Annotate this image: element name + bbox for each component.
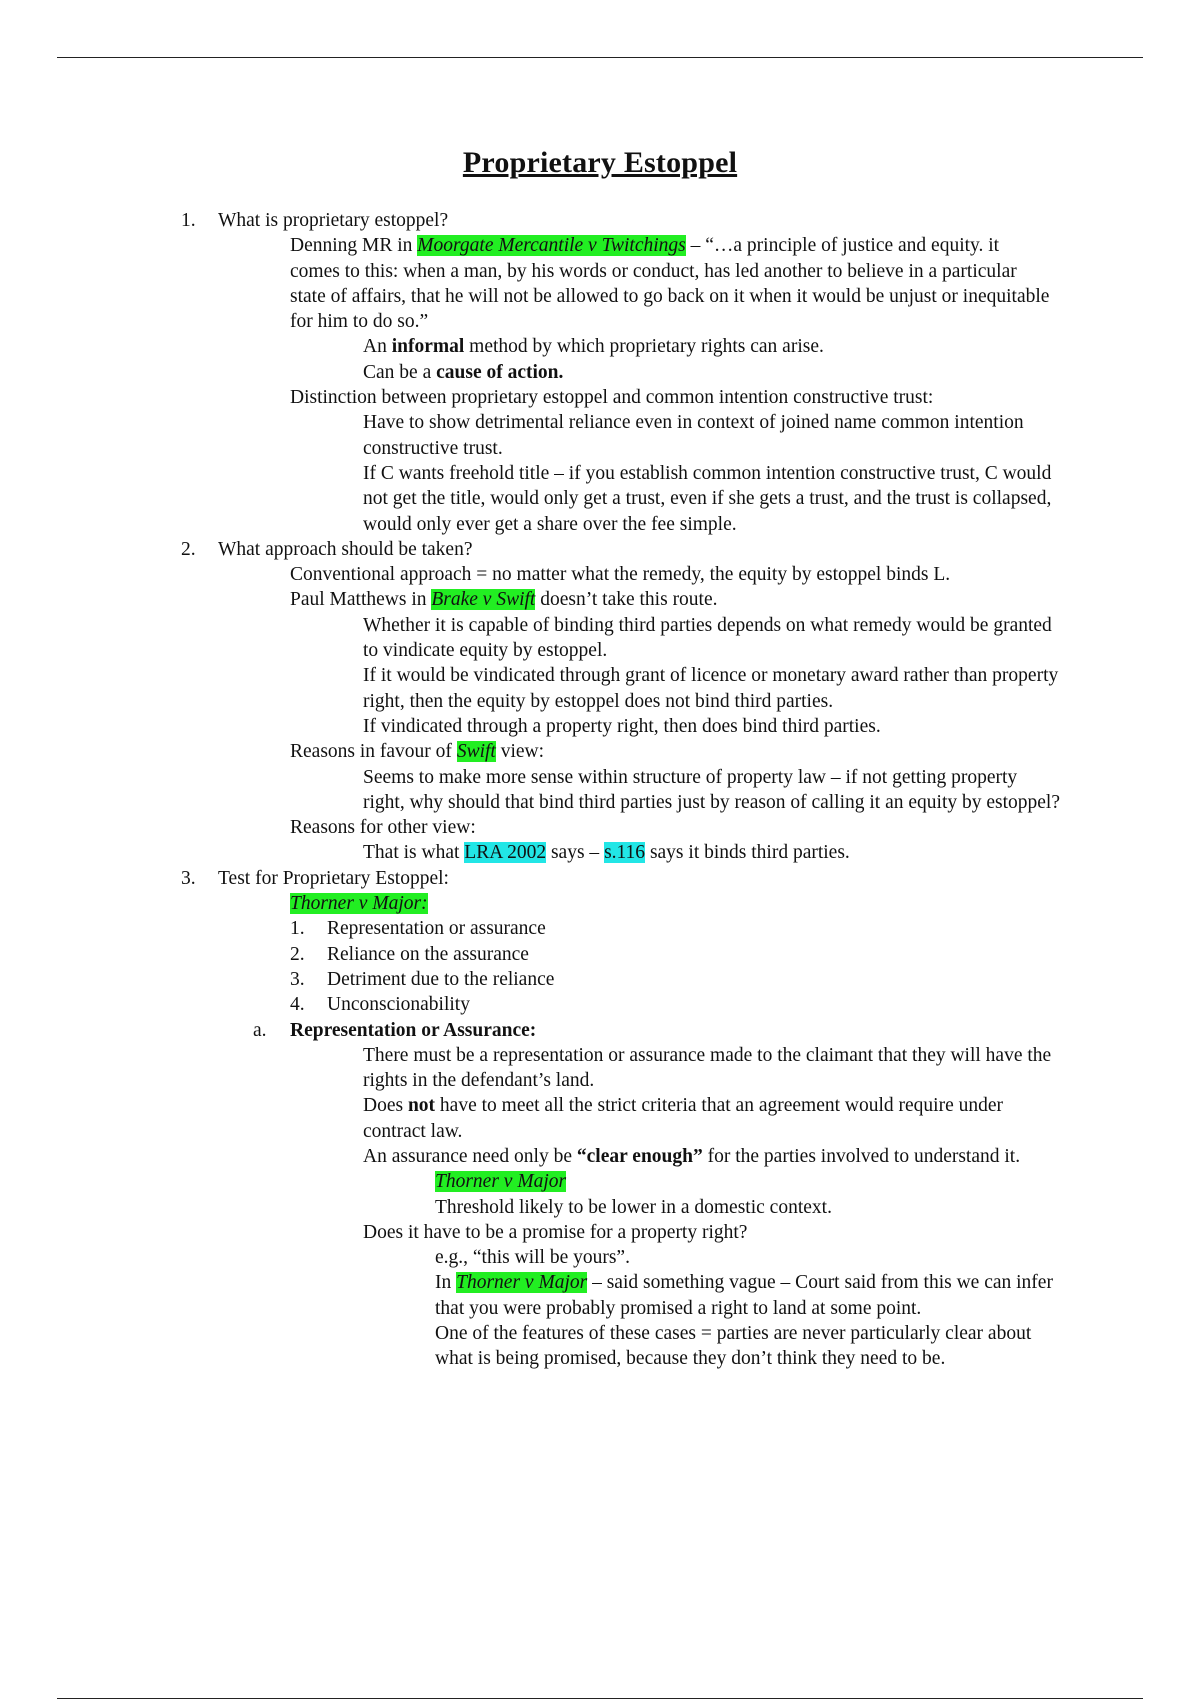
in-thorner-point: In Thorner v Major – said something vague – Court said from this we can infer that you were probably promised a right to land at some point. — [435, 1272, 1053, 1319]
conventional-point: Conventional approach = no matter what the remedy, the equity by estoppel binds L. — [290, 564, 951, 586]
distinction-point: Distinction between proprietary estoppel and common intention constructive trust: — [290, 387, 934, 409]
threshold-point: Threshold likely to be lower in a domestic context. — [435, 1196, 832, 1218]
denning-quote: Denning MR in Moorgate Mercantile v Twitchings – “…a principle of justice and equity. it comes to this: when a man, by his words or conduct, has led another to believe in a particular state of affairs, that he will not be allowed to go back on it when it would be unjust or inequitable for him to do so.” — [290, 235, 1050, 333]
section-3-heading: 3. Test for Proprietary Estoppel: — [0, 866, 1200, 891]
subsection-a-heading: a. Representation or Assurance: — [253, 1019, 537, 1041]
page-title: Proprietary Estoppel — [462, 146, 738, 179]
section-number: 1. — [181, 210, 196, 231]
seems-point: Seems to make more sense within structure of property law – if not getting property right, why should that bind third parties just by reason of calling it an equity by estoppel? — [363, 766, 1061, 813]
list-item: 3. Detriment due to the reliance — [290, 968, 555, 990]
section-1-heading: 1. What is proprietary estoppel? — [0, 208, 1200, 233]
other-view-point: Reasons for other view: — [290, 817, 476, 839]
licence-point: If it would be vindicated through grant of licence or monetary award rather than property right, then the equity by estoppel does not bind third parties. — [363, 665, 1059, 712]
example-point: e.g., “this will be yours”. — [435, 1247, 630, 1269]
promise-question: Does it have to be a promise for a property right? — [363, 1221, 748, 1243]
case-highlight: Swift — [456, 741, 496, 763]
freehold-point: If C wants freehold title – if you establish common intention constructive trust, C would not get the title, would only get a trust, even if she gets a trust, and the trust is collapsed, would only ever get a share over the fee simple. — [363, 462, 1052, 535]
detrimental-point: Have to show detrimental reliance even in context of joined name common intention constructive trust. — [363, 412, 1024, 459]
informal-point: An informal method by which proprietary rights can arise. — [363, 336, 824, 358]
case-highlight: Moorgate Mercantile v Twitchings — [417, 235, 686, 257]
case-highlight: Thorner v Major — [435, 1171, 567, 1193]
property-point: If vindicated through a property right, then does bind third parties. — [363, 715, 881, 737]
document-body — [0, 208, 1200, 1372]
case-highlight: Thorner v Major — [456, 1272, 588, 1294]
cause-point: Can be a cause of action. — [363, 361, 564, 383]
header-rule — [57, 57, 1143, 58]
must-point: There must be a representation or assurance made to the claimant that they will have the rights in the defendant’s land. — [363, 1044, 1052, 1092]
section-number: 2. — [181, 538, 196, 560]
case-highlight: Brake v Swift — [431, 589, 536, 611]
case-highlight: Thorner v Major: — [290, 893, 428, 915]
statute-highlight: s.116 — [604, 842, 646, 864]
list-item: 1. Representation or assurance — [290, 918, 546, 940]
thorner-case-line — [290, 891, 1050, 916]
section-number: 3. — [181, 867, 196, 889]
favour-point: Reasons in favour of Swift view: — [290, 741, 545, 763]
not-point: Does not have to meet all the strict criteria that an agreement would require under contract law. — [363, 1095, 1004, 1142]
statute-highlight: LRA 2002 — [464, 842, 547, 864]
footer-rule — [57, 1698, 1143, 1699]
thorner-major-line — [435, 1169, 1065, 1194]
features-point: One of the features of these cases = parties are never particularly clear about what is being promised, because they don’t think they need to be. — [435, 1323, 1032, 1370]
whether-point: Whether it is capable of binding third parties depends on what remedy would be granted to vindicate equity by estoppel. — [363, 614, 1052, 662]
list-item: 4. Unconscionability — [290, 994, 470, 1016]
paul-matthews-point: Paul Matthews in Brake v Swift doesn’t take this route. — [290, 589, 718, 611]
lra-point: That is what LRA 2002 says – s.116 says it binds third parties. — [363, 842, 850, 864]
section-2-heading: 2. What approach should be taken? — [0, 537, 1200, 562]
list-item: 2. Reliance on the assurance — [290, 943, 529, 965]
clear-enough-point: An assurance need only be “clear enough” for the parties involved to understand it. — [363, 1145, 1021, 1167]
